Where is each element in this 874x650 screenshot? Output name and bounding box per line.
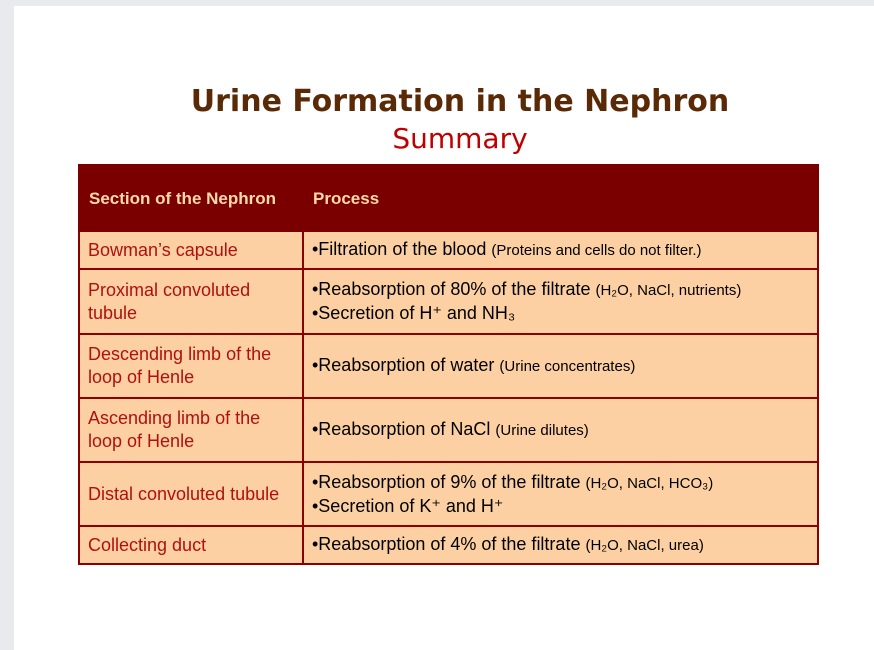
process-line <box>312 302 809 325</box>
table-body <box>79 231 818 564</box>
process-note: (H₂O, NaCl, nutrients) <box>595 282 742 299</box>
process-text: •Reabsorption of NaCl <box>312 419 491 439</box>
process-line <box>312 354 809 378</box>
table-row <box>79 526 818 564</box>
process-text: •Reabsorption of 80% of the filtrate <box>312 279 591 299</box>
process-text: •Secretion of H⁺ and NH₃ <box>312 303 516 323</box>
header-section: Section of the Nephron <box>79 165 303 231</box>
process-cell <box>303 462 818 526</box>
section-cell: Bowman’s capsule <box>79 231 303 269</box>
slide-subtitle: Summary <box>392 122 528 155</box>
process-note: (H₂O, NaCl, urea) <box>585 537 704 554</box>
process-line <box>312 418 809 442</box>
table-row <box>79 462 818 526</box>
table-row <box>79 231 818 269</box>
slide-title: Urine Formation in the Nephron <box>190 84 730 119</box>
process-text: •Reabsorption of 4% of the filtrate <box>312 534 581 554</box>
section-cell: Collecting duct <box>79 526 303 564</box>
process-text: •Filtration of the blood <box>312 239 487 259</box>
table-row <box>79 398 818 462</box>
section-cell: Proximal convoluted tubule <box>79 269 303 334</box>
process-text: •Reabsorption of 9% of the filtrate <box>312 471 581 492</box>
process-cell <box>303 526 818 564</box>
process-note: (H₂O, NaCl, HCO₃) <box>585 474 714 492</box>
process-cell <box>303 398 818 462</box>
process-cell <box>303 231 818 269</box>
process-line <box>312 471 809 495</box>
section-cell: Ascending limb of the loop of Henle <box>79 398 303 462</box>
section-cell: Descending limb of the loop of Henle <box>79 334 303 398</box>
process-note: (Urine concentrates) <box>499 358 636 375</box>
process-line <box>312 238 809 262</box>
process-text: •Reabsorption of water <box>312 355 495 375</box>
process-cell <box>303 334 818 398</box>
table-row <box>79 269 818 334</box>
header-process: Process <box>303 165 818 231</box>
table-row <box>79 334 818 398</box>
process-line <box>312 533 809 557</box>
nephron-summary-table <box>78 164 819 565</box>
process-note: (Proteins and cells do not filter.) <box>491 242 702 259</box>
process-line <box>312 278 809 302</box>
process-note: (Urine dilutes) <box>495 422 589 439</box>
process-text: •Secretion of K⁺ and H⁺ <box>312 495 504 516</box>
process-cell <box>303 269 818 334</box>
section-cell: Distal convoluted tubule <box>79 462 303 526</box>
process-line <box>312 495 809 518</box>
table-header-row <box>79 165 818 231</box>
